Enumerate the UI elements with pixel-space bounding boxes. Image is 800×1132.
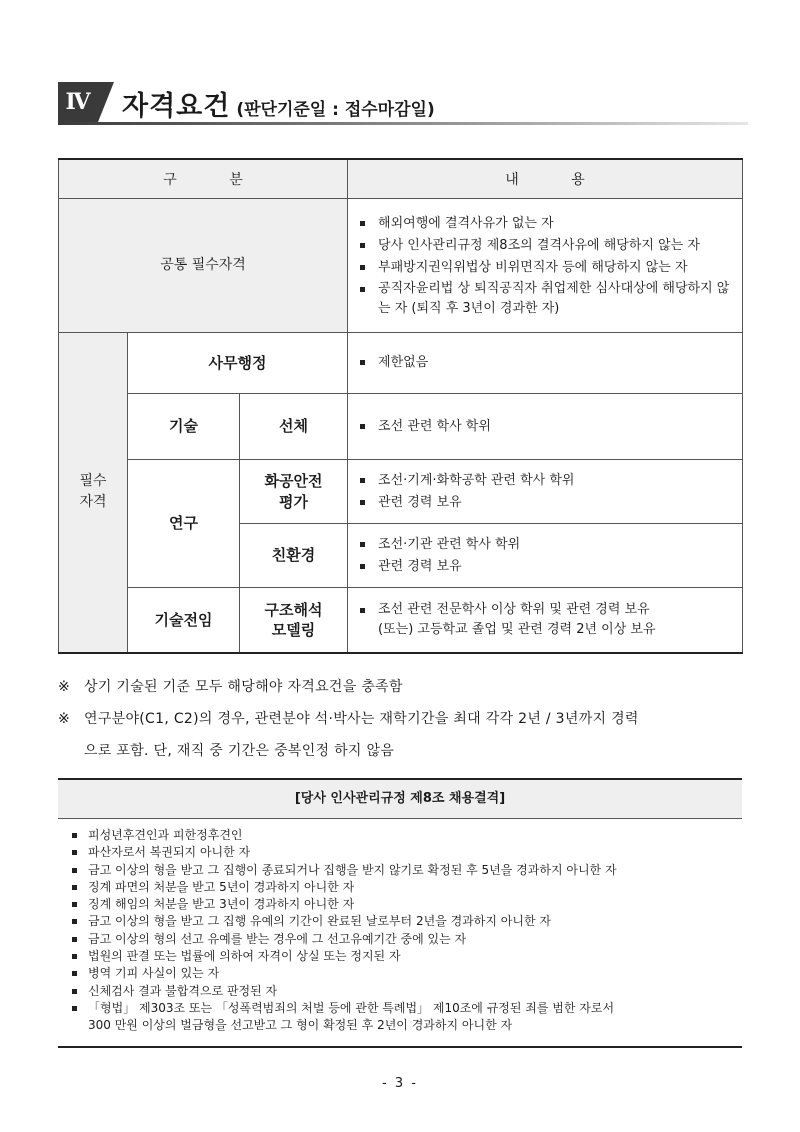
tech-hull-label: 선체 xyxy=(240,394,348,460)
rules-item-continuation: 300 만원 이상의 벌금형을 선고받고 그 형이 확정된 후 2년이 경과하지 아니한 자 xyxy=(88,1018,513,1033)
section-title xyxy=(122,84,435,123)
note-2 xyxy=(58,706,639,732)
list-item: 「형법」 제303조 또는 「성폭력범죄의 처벌 등에 관한 특례법」 제10조에 규정된 죄를 범한 자로서 xyxy=(58,1000,742,1017)
list-item: 금고 이상의 형의 선고 유예를 받는 경우에 그 선고유예기간 중에 있는 자 xyxy=(58,931,742,948)
research-chem-safety-label: 화공안전 평가 xyxy=(240,460,348,524)
column-header-category: 구 분 xyxy=(59,159,348,199)
list-item: 관련 경력 보유 xyxy=(358,492,734,514)
note-mark: ※ xyxy=(58,711,71,727)
common-requirement-label: 공통 필수자격 xyxy=(59,199,348,333)
research-eco-label: 친환경 xyxy=(240,524,348,588)
table-row-office xyxy=(59,333,743,394)
table-row-tech xyxy=(59,394,743,460)
tech-label: 기술 xyxy=(128,394,240,460)
list-item: 징계 파면의 처분을 받고 5년이 경과하지 아니한 자 xyxy=(58,879,742,896)
note-2-continued: 으로 포함. 단, 재직 중 기간은 중복인정 하지 않음 xyxy=(84,743,395,759)
list-item: 병역 기피 사실이 있는 자 xyxy=(58,965,742,982)
column-header-content: 내 용 xyxy=(348,159,743,199)
list-item: 조선·기관 관련 학사 학위 xyxy=(358,534,734,556)
list-item: 피성년후견인과 피한정후견인 xyxy=(58,827,742,844)
list-item: 해외여행에 결격사유가 없는 자 xyxy=(358,213,734,235)
note-mark: ※ xyxy=(58,679,71,695)
list-item: 조선 관련 학사 학위 xyxy=(358,416,734,438)
rules-title: [당사 인사관리규정 제8조 채용결격] xyxy=(58,780,742,819)
section-subtitle: (판단기준일 : 접수마감일) xyxy=(236,100,435,120)
rules-list xyxy=(58,819,742,1017)
section-badge-tail xyxy=(98,82,114,122)
list-item: 공직자윤리법 상 퇴직공직자 취업제한 심사대상에 해당하지 않는 자 (퇴직 후 3년이 경과한 자) xyxy=(358,279,734,319)
table-header-row xyxy=(59,159,743,199)
structural-modeling-label: 구조해석 모델링 xyxy=(240,588,348,653)
hiring-disqualification-box xyxy=(58,778,742,1048)
list-item: 제한없음 xyxy=(358,352,734,374)
tech-hull-content xyxy=(348,394,743,460)
section-title-text: 자격요건 xyxy=(122,91,231,122)
list-item: 신체검사 결과 불합격으로 판정된 자 xyxy=(58,983,742,1000)
list-item: 법원의 판결 또는 법률에 의하여 자격이 상실 또는 정지된 자 xyxy=(58,948,742,965)
list-item: 조선 관련 전문학사 이상 학위 및 관련 경력 보유 (또는) 고등학교 졸업 및 관련 경력 2년 이상 보유 xyxy=(358,600,734,640)
research-chem-safety-content xyxy=(348,460,743,524)
list-item: 당사 인사관리규정 제8조의 결격사유에 해당하지 않는 자 xyxy=(358,235,734,257)
research-label: 연구 xyxy=(128,460,240,588)
list-item: 금고 이상의 형을 받고 그 집행이 종료되거나 집행을 받지 않기로 확정된 후 5년을 경과하지 아니한 자 xyxy=(58,862,742,879)
office-admin-content xyxy=(348,333,743,394)
list-item: 파산자로서 복권되지 아니한 자 xyxy=(58,844,742,861)
note-1 xyxy=(58,674,403,700)
page-number: - 3 - xyxy=(382,1076,418,1091)
office-admin-label: 사무행정 xyxy=(128,333,348,394)
table-row-research-chem xyxy=(59,460,743,524)
note-text: 상기 기술된 기준 모두 해당해야 자격요건을 충족함 xyxy=(84,679,403,695)
research-eco-content xyxy=(348,524,743,588)
required-qualification-label: 필수 자격 xyxy=(59,333,128,653)
list-item: 금고 이상의 형을 받고 그 집행 유예의 기간이 완료된 날로부터 2년을 경과하지 아니한 자 xyxy=(58,913,742,930)
list-item: 조선·기계·화학공학 관련 학사 학위 xyxy=(358,470,734,492)
list-item: 부패방지권익위법상 비위면직자 등에 해당하지 않는 자 xyxy=(358,257,734,279)
tech-specialist-label: 기술전임 xyxy=(128,588,240,653)
common-requirement-content xyxy=(348,199,743,333)
qualification-table xyxy=(58,158,743,654)
section-number-badge: Ⅳ xyxy=(58,82,98,122)
tech-specialist-content xyxy=(348,588,743,653)
list-item: 징계 해임의 처분을 받고 3년이 경과하지 아니한 자 xyxy=(58,896,742,913)
note-text: 연구분야(C1, C2)의 경우, 관련분야 석·박사는 재학기간을 최대 각각 2년 / 3년까지 경력 xyxy=(84,711,639,727)
section-header xyxy=(58,82,748,126)
table-row-specialist xyxy=(59,588,743,653)
section-underline xyxy=(58,122,748,125)
list-item: 관련 경력 보유 xyxy=(358,556,734,578)
table-row-common xyxy=(59,199,743,333)
